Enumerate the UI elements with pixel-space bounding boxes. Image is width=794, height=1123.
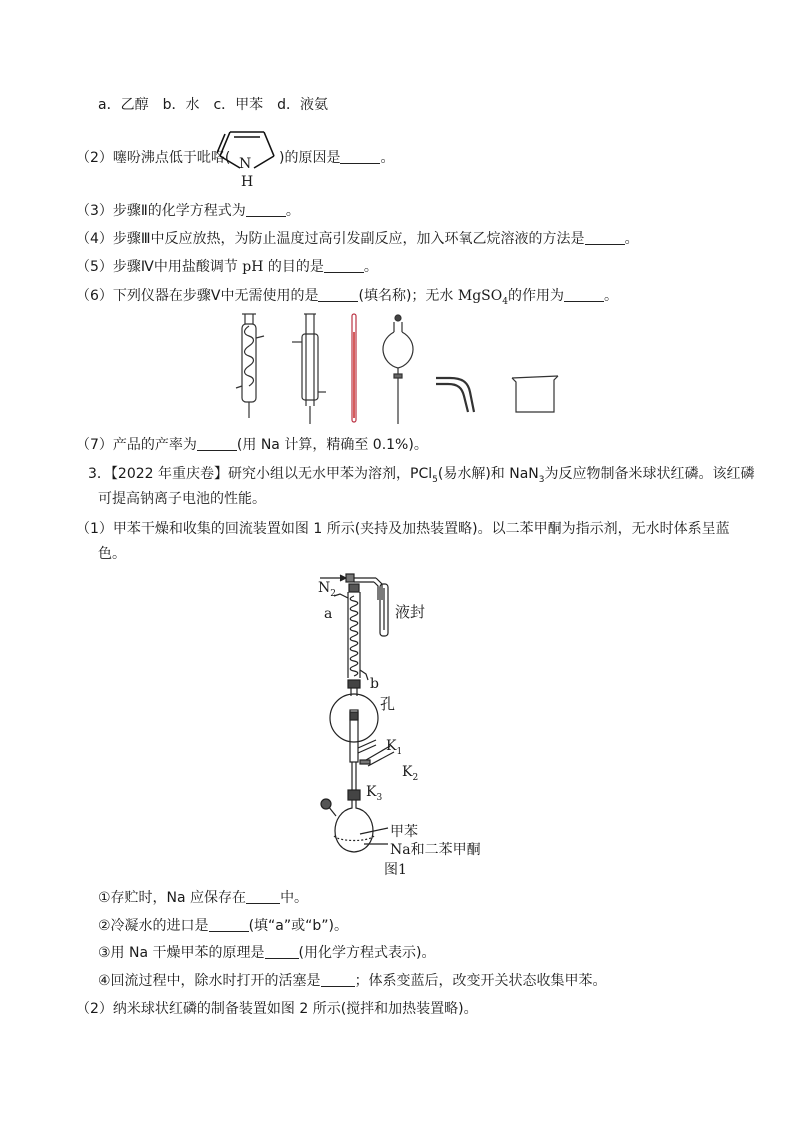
- subquestion-4-line: [98, 971, 607, 991]
- k3-label: [366, 784, 382, 806]
- mgso4-formula: [457, 288, 508, 307]
- answer-blank[interactable]: [585, 230, 625, 245]
- subquestion-2-end: (填“a”或“b”)。: [248, 918, 348, 934]
- period: 。: [363, 259, 378, 275]
- beaker-icon: [512, 376, 558, 412]
- pyrrole-n-label: N: [239, 156, 252, 172]
- part-1-text-2: 色。: [98, 546, 126, 562]
- subquestion-1-prefix: ①存贮时，Na 应保存在: [98, 890, 247, 906]
- k1-subscript: 1: [396, 746, 403, 757]
- question-2-suffix-line: [279, 148, 394, 168]
- nan3-subscript: 3: [538, 474, 545, 485]
- question-source: 【2022 年重庆卷】: [110, 466, 229, 482]
- question-7-suffix: (用 Na 计算，精确至 0.1%)。: [236, 437, 428, 453]
- figure-1-caption: 图1: [384, 862, 407, 878]
- question-2-prefix: （2）噻吩沸点低于吡咯(: [76, 150, 231, 166]
- subquestion-4-end: ；体系变蓝后，改变开关状态收集甲苯。: [354, 973, 607, 989]
- question-4-prefix: （4）步骤Ⅲ中反应放热，为防止温度过高引发副反应，加入环氧乙烷溶液的方法是: [76, 231, 585, 247]
- question-6-mid: (填名称)；无水: [358, 288, 454, 304]
- k2-subscript: 2: [412, 772, 419, 783]
- n2-text: N: [318, 580, 331, 596]
- question-7-line: [76, 435, 428, 455]
- question-6-mid2: 的作用为: [507, 288, 564, 304]
- subquestion-2-prefix: ②冷凝水的进口是: [98, 918, 209, 934]
- subquestion-2-line: [98, 916, 348, 936]
- subquestion-4-prefix: ④回流过程中，除水时打开的活塞是: [98, 973, 321, 989]
- liquid-seal-label: 液封: [395, 603, 426, 621]
- intro-line-2: 可提高钠离子电池的性能。: [98, 491, 266, 507]
- intro-part-b: (易水解)和 NaN: [437, 466, 539, 482]
- outlet-b-label: b: [370, 676, 379, 692]
- subquestion-3-prefix: ③用 Na 干燥甲苯的原理是: [98, 945, 265, 961]
- n2-label: [318, 580, 336, 602]
- answer-blank[interactable]: [321, 972, 355, 987]
- separatory-funnel-icon: [383, 315, 413, 424]
- bent-tube-icon: [436, 378, 474, 412]
- answer-blank[interactable]: [265, 944, 299, 959]
- n2-subscript: 2: [330, 588, 336, 599]
- part-1-line-2: [98, 544, 126, 564]
- question-5-mid: 的目的是: [267, 259, 324, 275]
- k2-text: K: [402, 764, 413, 780]
- question-2-suffix: )的原因是: [279, 150, 341, 166]
- subquestion-3-end: (用化学方程式表示)。: [298, 945, 436, 961]
- question-6-prefix: （6）下列仪器在步骤Ⅴ中无需使用的是: [76, 288, 319, 304]
- question-3-intro-line: [88, 464, 755, 490]
- hole-label: 孔: [380, 695, 396, 713]
- period: 。: [380, 150, 395, 166]
- toluene-label: 甲苯: [390, 824, 418, 840]
- answer-blank[interactable]: [197, 436, 237, 451]
- k2-label: [402, 764, 418, 786]
- answer-blank[interactable]: [246, 889, 280, 904]
- question-4-line: [76, 229, 639, 249]
- k1-text: K: [386, 738, 397, 754]
- question-number: 3．: [88, 466, 111, 482]
- subquestion-1-line: [98, 888, 308, 908]
- part-1-line-1: [76, 519, 730, 539]
- answer-blank[interactable]: [564, 287, 604, 302]
- pyrrole-h-label: H: [241, 174, 254, 190]
- answer-blank[interactable]: [318, 287, 358, 302]
- k3-subscript: 3: [376, 792, 383, 803]
- answer-blank[interactable]: [324, 258, 364, 273]
- period: 。: [285, 203, 300, 219]
- k3-text: K: [366, 784, 377, 800]
- question-6-line: [76, 286, 618, 312]
- intro-part-a: 研究小组以无水甲苯为溶剂，PCl: [228, 466, 433, 482]
- question-5-prefix: （5）步骤Ⅳ中用盐酸调节: [76, 259, 238, 275]
- part-2-text: （2）纳米球状红磷的制备装置如图 2 所示(搅拌和加热装置略)。: [76, 1001, 478, 1017]
- ph-symbol: pH: [242, 259, 264, 275]
- options-line: [98, 95, 328, 115]
- inlet-a-label: a: [324, 606, 333, 622]
- mgso-subscript: 4: [502, 296, 508, 307]
- subquestion-1-end: 中。: [280, 890, 309, 906]
- part-1-text: （1）甲苯干燥和收集的回流装置如图 1 所示(夹持及加热装置略)。以二苯甲酮为指示剂，无水时体系呈蓝: [76, 521, 730, 537]
- mgso-text: MgSO: [457, 288, 503, 304]
- question-7-prefix: （7）产品的产率为: [76, 437, 197, 453]
- apparatus-row: [226, 312, 566, 430]
- thermometer-icon: [352, 314, 356, 422]
- subquestion-3-line: [98, 943, 435, 963]
- question-3-line: [76, 201, 300, 221]
- question-3-prefix: （3）步骤Ⅱ的化学方程式为: [76, 203, 246, 219]
- answer-blank[interactable]: [340, 149, 380, 164]
- question-2-line: [76, 148, 230, 168]
- k1-label: [386, 738, 402, 760]
- options-text: a．乙醇 b．水 c．甲苯 d．液氨: [98, 97, 329, 113]
- answer-blank[interactable]: [246, 202, 286, 217]
- answer-blank[interactable]: [209, 917, 249, 932]
- na-benzophenone-label: Na和二苯甲酮: [390, 842, 481, 858]
- bulb-condenser-icon: [236, 314, 264, 418]
- period: 。: [624, 231, 639, 247]
- question-3-intro-line-2: [98, 489, 266, 509]
- straight-condenser-icon: [292, 314, 326, 424]
- pcl5-subscript: 5: [432, 474, 438, 485]
- question-5-line: [76, 257, 378, 277]
- part-2-line: [76, 999, 478, 1019]
- period: 。: [603, 288, 618, 304]
- intro-part-c: 为反应物制备米球状红磷。该红磷: [544, 466, 755, 482]
